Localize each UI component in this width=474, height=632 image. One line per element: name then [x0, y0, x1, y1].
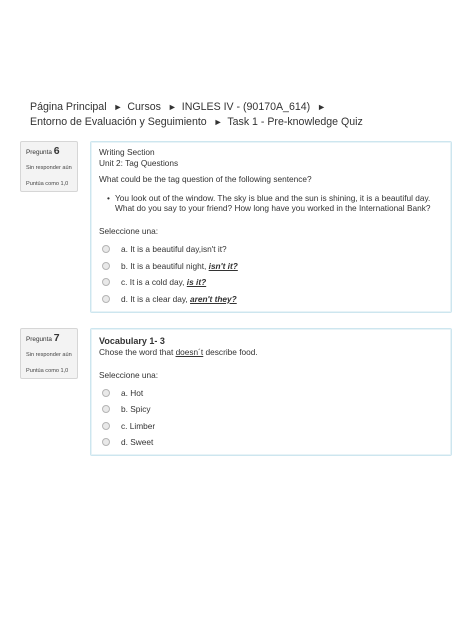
breadcrumb-home-link[interactable]: Página Principal: [30, 101, 107, 113]
question-title: Vocabulary 1- 3: [99, 336, 165, 346]
radio-button[interactable]: [102, 422, 110, 430]
unit-heading: Unit 2: Tag Questions: [99, 157, 179, 168]
question-state: Sin responder aún: [26, 352, 72, 358]
breadcrumb-line-2: [30, 115, 450, 130]
radio-button[interactable]: [102, 438, 110, 446]
answer-option-a[interactable]: [102, 385, 443, 402]
answer-option-d[interactable]: [102, 291, 443, 308]
question-number: [26, 146, 73, 158]
question-info-7: [20, 328, 78, 379]
breadcrumb-quiz-link[interactable]: Task 1 - Pre-knowledge Quiz: [227, 116, 363, 128]
breadcrumb-evaluation-link[interactable]: Entorno de Evaluación y Seguimiento: [30, 116, 207, 128]
radio-button[interactable]: [102, 278, 110, 286]
question-text-pre: Chose the word that: [99, 347, 176, 357]
breadcrumb-separator: ►: [167, 102, 177, 112]
breadcrumb-separator: ►: [113, 102, 123, 112]
question-text: [99, 347, 443, 358]
answer-option-c[interactable]: [102, 274, 443, 291]
bullet-line-1: You look out of the window. The sky is blue and the sun is shining, it is a beautiful day.: [115, 192, 431, 203]
option-tag: isn't it?: [208, 260, 238, 271]
question-content-7: [90, 328, 452, 456]
question-grade: Puntúa como 1,0: [26, 181, 69, 187]
radio-button[interactable]: [102, 262, 110, 270]
answer-options: [99, 385, 443, 451]
radio-button[interactable]: [102, 405, 110, 413]
question-bullet-list: [107, 193, 443, 215]
breadcrumb: [30, 100, 450, 130]
bullet-line-2: What do you say to your friend? How long have you worked in the International Bank?: [115, 203, 431, 214]
option-text: d. Sweet: [121, 437, 154, 448]
question-text-post: describe food.: [203, 347, 258, 357]
question-text-underlined: doesn´t: [175, 347, 204, 357]
question-state: Sin responder aún: [26, 165, 72, 171]
breadcrumb-line-1: [30, 100, 450, 115]
breadcrumb-courses-link[interactable]: Cursos: [127, 101, 161, 113]
breadcrumb-separator: ►: [317, 102, 327, 112]
question-bullet: [107, 193, 443, 215]
option-text: c. Limber: [121, 420, 156, 431]
question-label: Pregunta: [26, 336, 52, 343]
option-text: d. It is a clear day,: [121, 293, 191, 304]
answer-option-a[interactable]: [102, 241, 443, 258]
radio-button[interactable]: [102, 295, 110, 303]
option-tag: aren't they?: [190, 293, 237, 304]
option-tag: is it?: [186, 277, 207, 288]
radio-button[interactable]: [102, 245, 110, 253]
section-heading: Writing Section: [99, 147, 155, 157]
select-prompt: Seleccione una:: [99, 226, 159, 237]
option-text: a. Hot: [121, 387, 144, 398]
option-text: b. Spicy: [121, 404, 151, 415]
question-number-value: 7: [53, 332, 60, 344]
option-text: c. It is a cold day,: [121, 277, 187, 288]
answer-option-b[interactable]: [102, 401, 443, 418]
option-tag: isn't it?: [201, 244, 227, 255]
question-number: [26, 333, 73, 345]
radio-button[interactable]: [102, 389, 110, 397]
answer-option-c[interactable]: [102, 418, 443, 435]
question-grade: Puntúa como 1,0: [26, 368, 69, 374]
answer-option-b[interactable]: [102, 258, 443, 275]
question-text: What could be the tag question of the following sentence?: [99, 174, 312, 184]
question-number-value: 6: [53, 145, 60, 157]
select-prompt: Seleccione una:: [99, 369, 159, 380]
breadcrumb-course-link[interactable]: INGLES IV - (90170A_614): [181, 101, 311, 113]
breadcrumb-separator: ►: [213, 117, 223, 127]
option-text: b. It is a beautiful night,: [121, 260, 209, 271]
answer-options: [99, 241, 443, 307]
question-content-6: [90, 141, 452, 313]
question-label: Pregunta: [26, 149, 52, 156]
option-text: a. It is a beautiful day,: [121, 244, 202, 255]
answer-option-d[interactable]: [102, 434, 443, 451]
question-info-6: [20, 141, 78, 192]
